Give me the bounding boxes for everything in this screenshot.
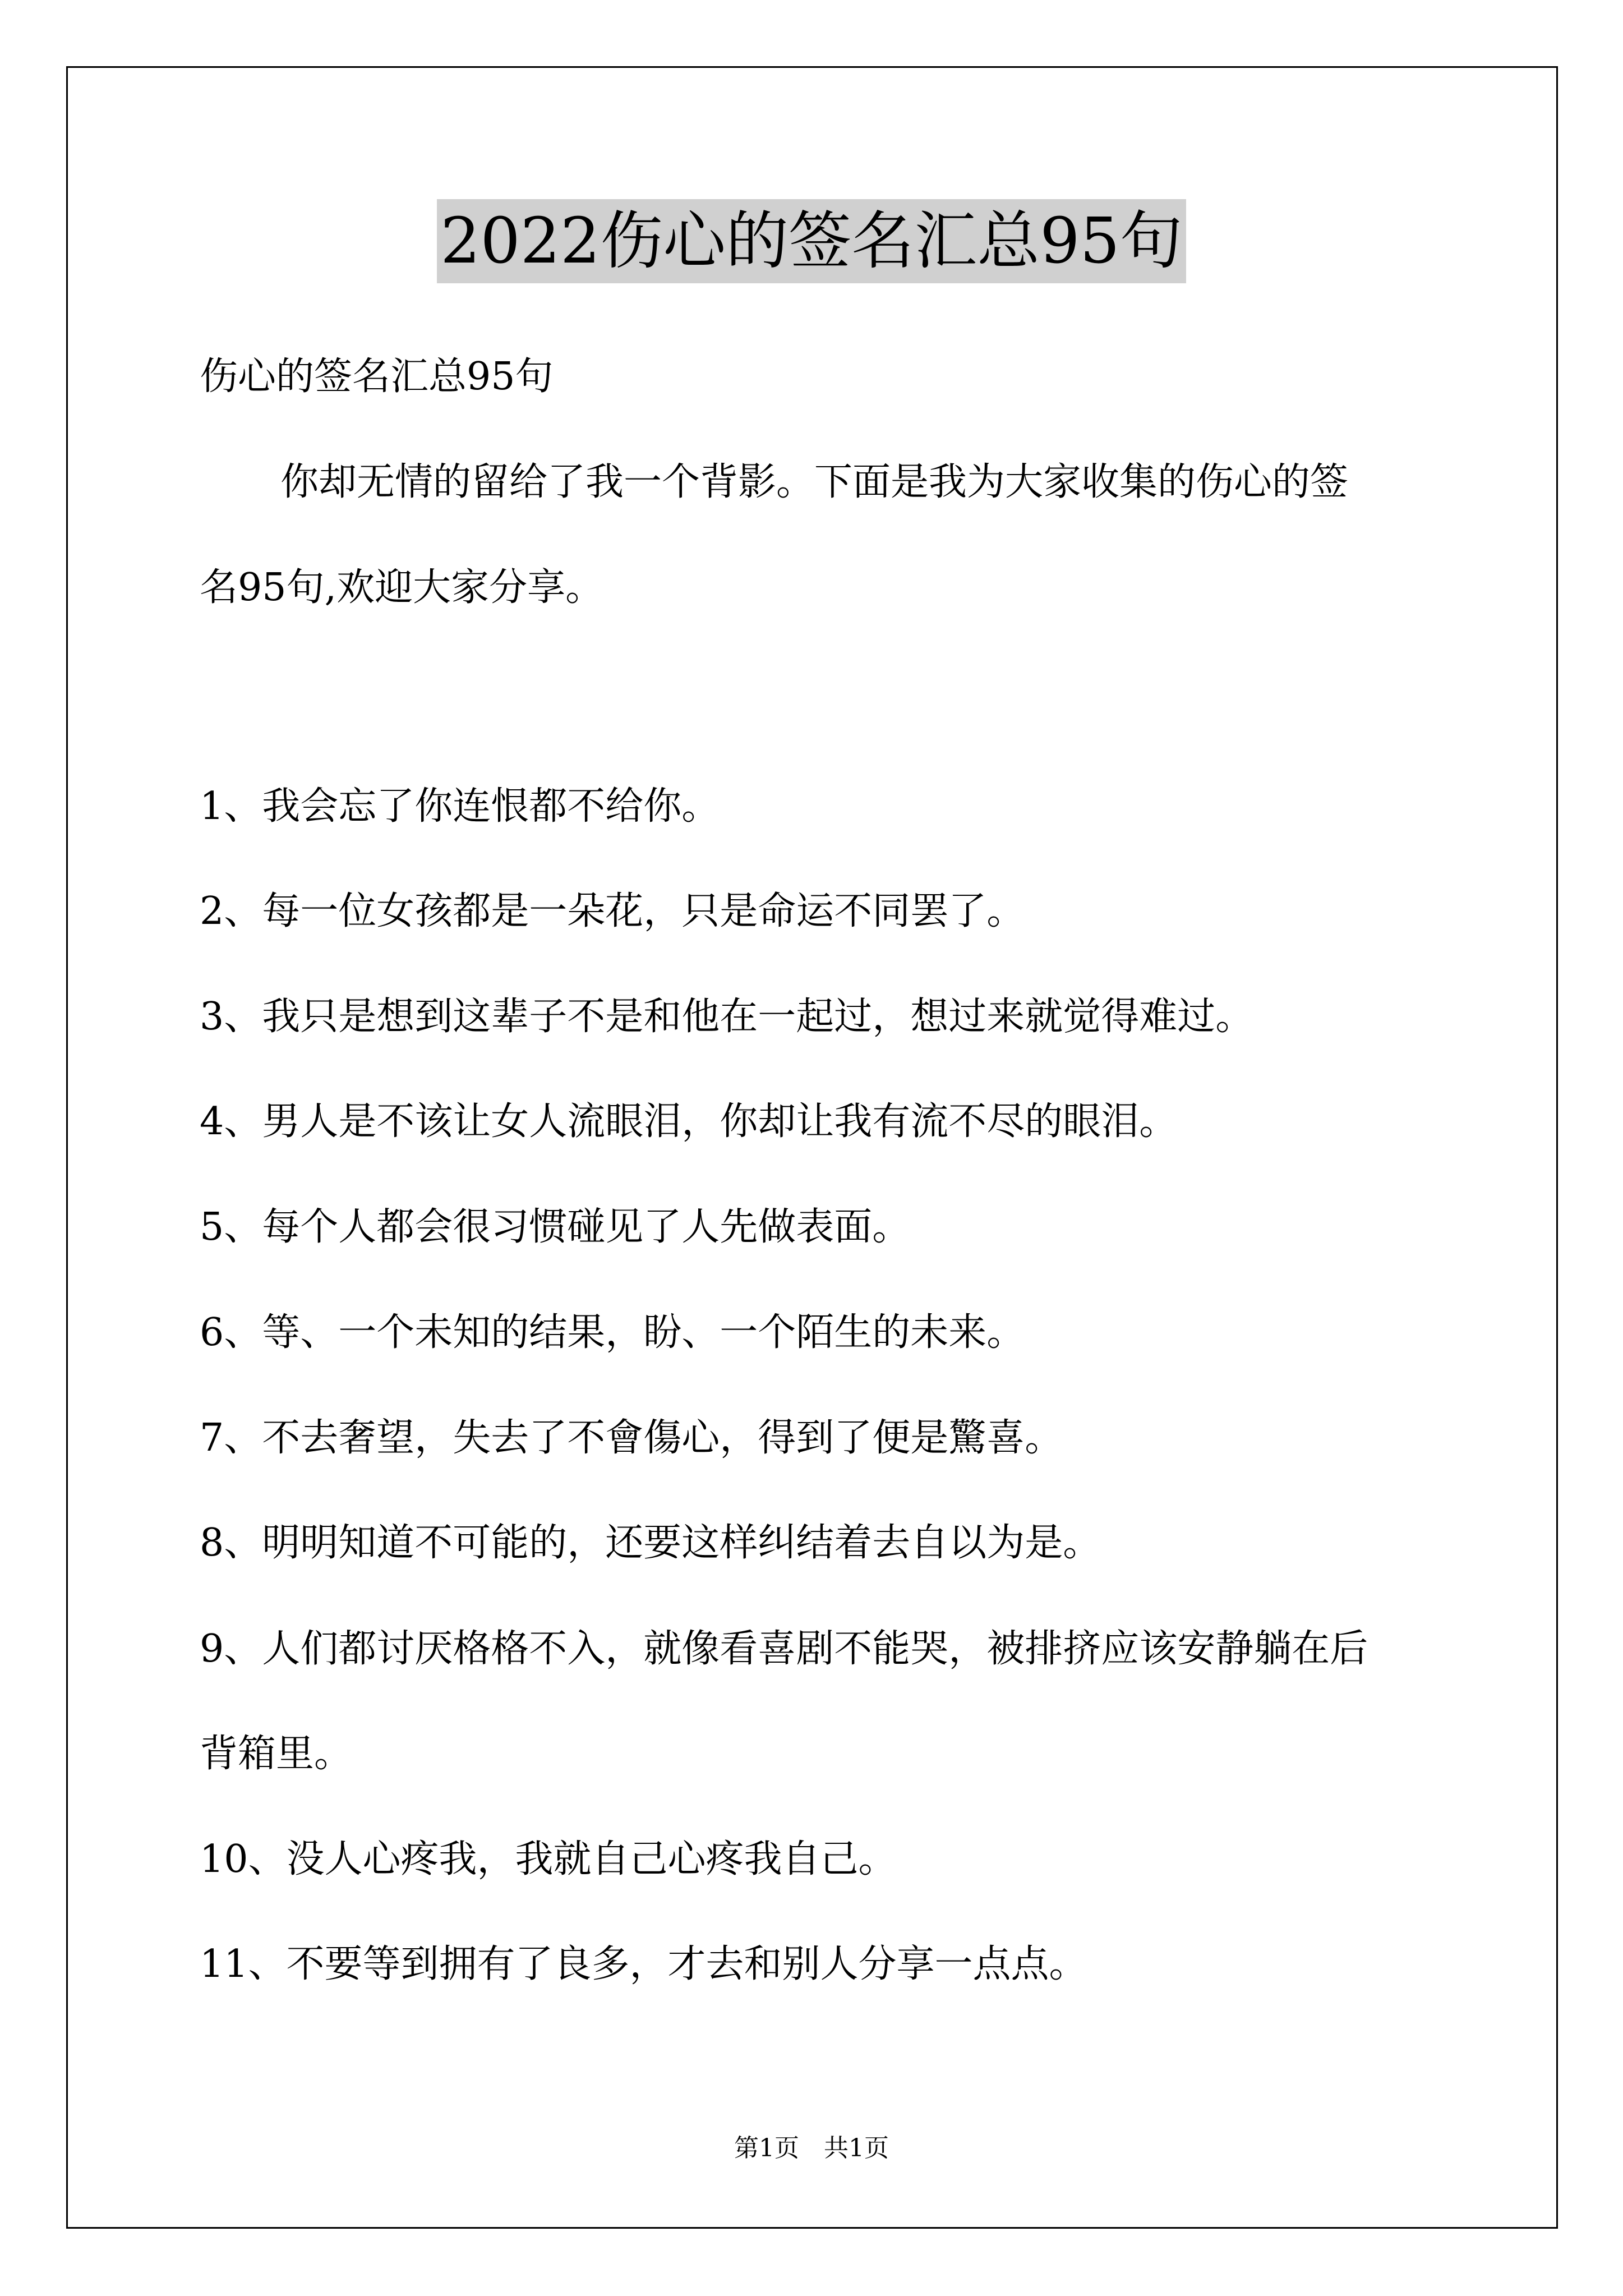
intro-paragraph-line-1: 你却无情的留给了我一个背影。下面是我为大家收集的伤心的签 (280, 460, 1349, 504)
document-subtitle: 伤心的签名汇总95句 (200, 355, 554, 399)
list-item-11: 11、不要等到拥有了良多，才去和别人分享一点点。 (200, 1942, 1087, 1986)
list-item-2: 2、每一位女孩都是一朵花，只是命运不同罢了。 (200, 889, 1025, 933)
page-footer: 第1页 共1页 (734, 2134, 889, 2162)
list-item-10: 10、没人心疼我，我就自己心疼我自己。 (200, 1837, 897, 1881)
list-item-6: 6、等、一个未知的结果，盼、一个陌生的未来。 (200, 1310, 1025, 1355)
title-container (0, 199, 1623, 283)
list-item-8: 8、明明知道不可能的，还要这样纠结着去自以为是。 (200, 1521, 1101, 1565)
document-title: 2022伤心的签名汇总95句 (437, 199, 1186, 283)
intro-paragraph-line-2: 名95句,欢迎大家分享。 (200, 565, 604, 610)
list-item-3: 3、我只是想到这辈子不是和他在一起过，想过来就觉得难过。 (200, 995, 1254, 1039)
list-item-1: 1、我会忘了你连恨都不给你。 (200, 784, 720, 829)
list-item-7: 7、不去奢望，失去了不會傷心，得到了便是驚喜。 (200, 1416, 1063, 1460)
list-item-9-continued: 背箱里。 (200, 1732, 353, 1776)
list-item-5: 5、每个人都会很习惯碰见了人先做表面。 (200, 1205, 911, 1249)
list-item-4: 4、男人是不该让女人流眼泪，你却让我有流不尽的眼泪。 (200, 1099, 1178, 1144)
list-item-9: 9、人们都讨厌格格不入，就像看喜剧不能哭，被排挤应该安静躺在后 (200, 1627, 1368, 1671)
